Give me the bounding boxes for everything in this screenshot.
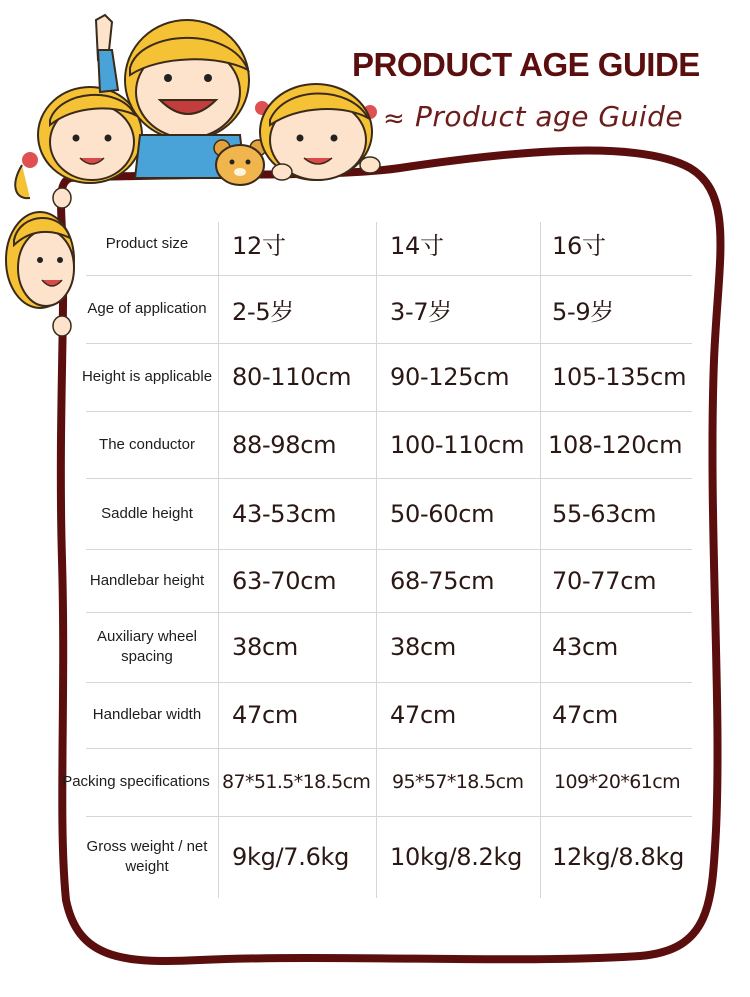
table-cell: 68-75cm [390, 566, 495, 595]
table-cell: 63-70cm [232, 566, 337, 595]
table-cell: 55-63cm [552, 499, 657, 528]
row-label: Packing specifications [62, 773, 210, 790]
table-cell: 108-120cm [548, 430, 683, 459]
page-title: PRODUCT AGE GUIDE [352, 46, 700, 83]
table-cell: 38cm [390, 633, 456, 661]
table-cell: 70-77cm [552, 566, 657, 595]
table-cell: 12寸 [232, 232, 286, 260]
table-cell: 47cm [390, 701, 456, 729]
page-subtitle [383, 100, 684, 134]
subtitle-text: Product age Guide [415, 100, 684, 133]
table-cell: 50-60cm [390, 499, 495, 528]
column-divider [540, 222, 541, 898]
table-cell: 14寸 [390, 232, 444, 260]
table-cell: 47cm [232, 701, 298, 729]
column-divider [376, 222, 377, 898]
table-cell: 43-53cm [232, 499, 337, 528]
row-label: The conductor [99, 435, 195, 453]
row-label: Auxiliary wheel spacing [96, 628, 198, 665]
table-cell: 87*51.5*18.5cm [222, 771, 371, 793]
table-cell: 105-135cm [552, 363, 687, 391]
table-cell: 5-9岁 [552, 297, 614, 326]
teddy-bear-icon [214, 140, 266, 185]
table-cell: 9kg/7.6kg [232, 843, 350, 871]
table-cell: 47cm [552, 701, 618, 729]
swoosh-icon: ≈ [383, 104, 406, 134]
table-cell: 90-125cm [390, 363, 510, 391]
table-cell: 10kg/8.2kg [390, 843, 523, 871]
table-cell: 38cm [232, 633, 298, 661]
row-label: Height is applicable [81, 368, 213, 385]
row-label: Handlebar width [92, 706, 202, 723]
table-cell: 95*57*18.5cm [392, 771, 524, 793]
row-label: Handlebar height [89, 571, 205, 589]
table-cell: 100-110cm [390, 430, 525, 459]
table-cell: 43cm [552, 633, 618, 661]
table-cell: 3-7岁 [390, 297, 452, 326]
table-cell: 12kg/8.8kg [552, 843, 685, 871]
row-label: Saddle height [101, 504, 193, 522]
row-label: Product size [105, 234, 189, 252]
table-cell: 80-110cm [232, 363, 352, 391]
table-cell: 2-5岁 [232, 297, 294, 326]
column-divider [218, 222, 219, 898]
table-cell: 109*20*61cm [554, 771, 680, 793]
table-cell: 88-98cm [232, 430, 337, 459]
row-label: Age of application [87, 300, 207, 317]
table-cell: 16寸 [552, 232, 606, 260]
girl-right-icon [255, 84, 380, 180]
row-label: Gross weight / net weight [86, 838, 208, 875]
